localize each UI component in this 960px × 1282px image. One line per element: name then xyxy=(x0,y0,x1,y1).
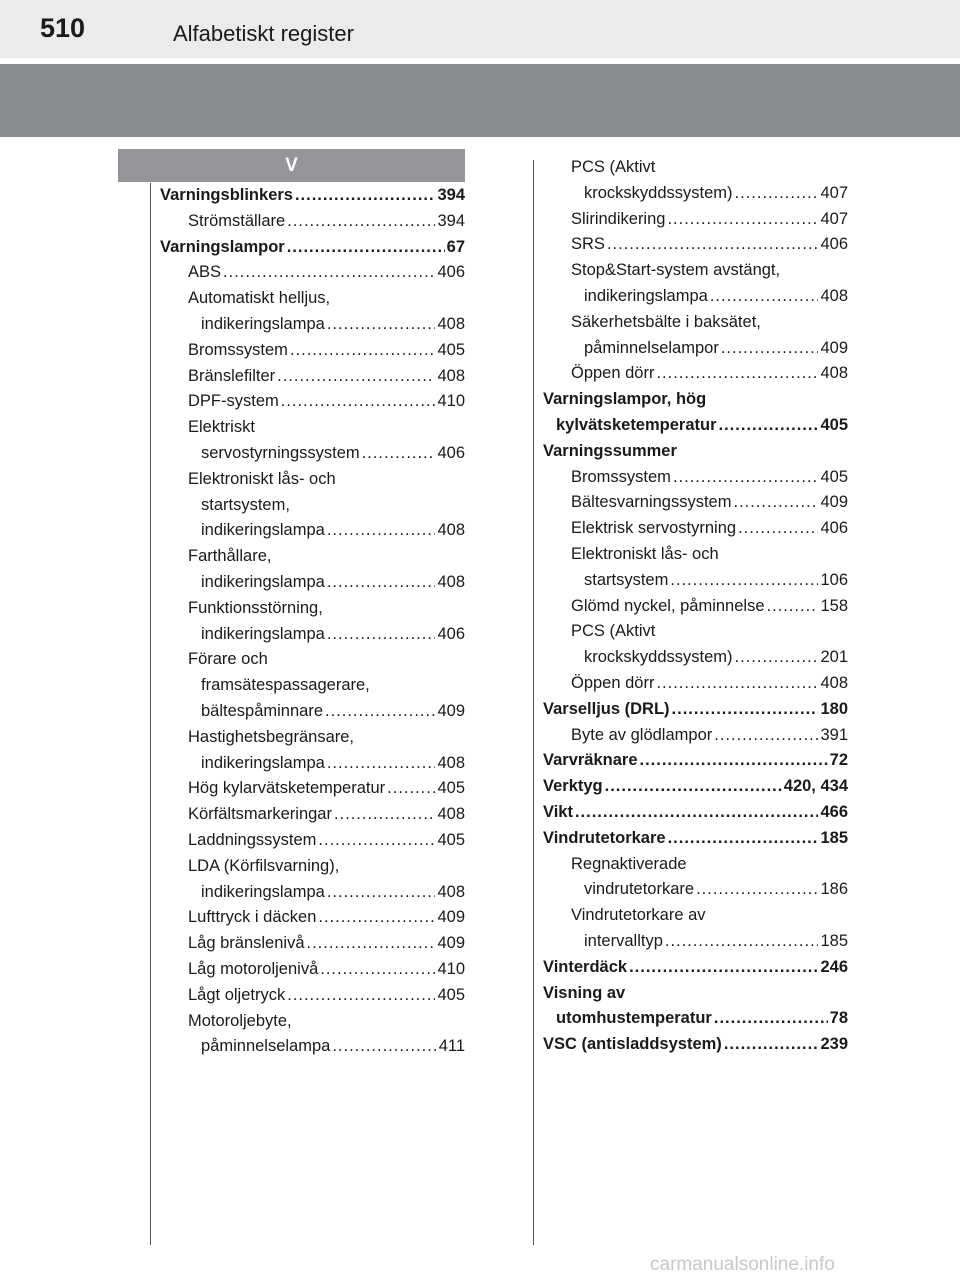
index-entry xyxy=(543,671,848,697)
index-entry xyxy=(160,647,465,724)
dot-leader xyxy=(607,232,819,258)
index-entry-page: 405 xyxy=(437,340,465,359)
index-entry xyxy=(543,439,848,465)
index-entry xyxy=(543,800,848,826)
index-entry-text: krockskyddssystem) xyxy=(584,648,733,667)
index-entry-text: Varningslampor xyxy=(160,237,285,256)
index-entry xyxy=(160,183,465,209)
index-entry-page: 405 xyxy=(820,467,848,486)
index-entry-text: Varvräknare xyxy=(543,751,638,770)
index-entry-page: 411 xyxy=(438,1037,465,1056)
index-entry-page: 406 xyxy=(437,624,465,643)
dot-leader xyxy=(605,774,782,800)
index-entry-text: Bromssystem xyxy=(188,340,288,359)
index-entry xyxy=(543,852,848,904)
dot-leader xyxy=(710,284,819,310)
index-entry xyxy=(160,776,465,802)
index-entry-text: framsätespassagerare, xyxy=(201,676,370,695)
index-entry-page: 410 xyxy=(437,392,465,411)
index-entry-page: 158 xyxy=(820,596,848,615)
index-entry-page: 405 xyxy=(437,985,465,1004)
index-entry xyxy=(160,415,465,467)
index-entry-text: Vinterdäck xyxy=(543,957,628,976)
dot-leader xyxy=(287,209,435,235)
dot-leader xyxy=(362,441,436,467)
index-entry xyxy=(160,828,465,854)
index-entry-page: 407 xyxy=(820,209,848,228)
index-entry xyxy=(543,155,848,207)
index-entry-text: Stop&Start-system avstängt, xyxy=(571,261,781,280)
index-column-left xyxy=(160,183,465,1060)
index-entry-page: 409 xyxy=(820,493,848,512)
index-entry-page: 180 xyxy=(820,699,848,718)
left-column-rule xyxy=(150,183,151,1245)
index-entry xyxy=(160,286,465,338)
dot-leader xyxy=(738,516,818,542)
index-entry-text: Bromssystem xyxy=(571,467,671,486)
page-header xyxy=(0,0,960,58)
index-entry-text: Förare och xyxy=(188,650,268,669)
index-entry xyxy=(543,361,848,387)
index-entry xyxy=(543,516,848,542)
dot-leader xyxy=(767,594,819,620)
dot-leader xyxy=(327,880,436,906)
index-entry-text: Glömd nyckel, påminnelse xyxy=(571,596,765,615)
index-entry-text: Vindrutetorkare av xyxy=(571,906,706,925)
index-entry-text: Hög kylarvätsketemperatur xyxy=(188,779,386,798)
index-entry-page: 409 xyxy=(820,338,848,357)
index-entry-page: 408 xyxy=(437,366,465,385)
dot-leader xyxy=(672,697,819,723)
dot-leader xyxy=(733,490,818,516)
index-entry-text: indikeringslampa xyxy=(201,572,325,591)
index-entry xyxy=(543,387,848,439)
dot-leader xyxy=(332,1034,436,1060)
index-entry-text: Låg bränslenivå xyxy=(188,934,305,953)
dot-leader xyxy=(281,389,436,415)
index-entry-text: Lågt oljetryck xyxy=(188,985,286,1004)
index-entry-page: 410 xyxy=(437,959,465,978)
index-entry-page: 406 xyxy=(437,443,465,462)
index-entry xyxy=(160,209,465,235)
index-entry-page: 78 xyxy=(829,1009,848,1028)
index-entry xyxy=(160,905,465,931)
index-entry-page: 408 xyxy=(820,364,848,383)
index-entry-text: Elektrisk servostyrning xyxy=(571,519,737,538)
dot-leader xyxy=(295,183,436,209)
index-entry xyxy=(543,1032,848,1058)
index-entry-page: 420, 434 xyxy=(783,777,848,796)
index-entry xyxy=(543,258,848,310)
index-entry-text: påminnelselampa xyxy=(201,1037,331,1056)
index-entry-text: Lufttryck i däcken xyxy=(188,908,317,927)
dot-leader xyxy=(719,413,819,439)
dot-leader xyxy=(575,800,819,826)
index-entry xyxy=(543,981,848,1033)
index-entry-text: krockskyddssystem) xyxy=(584,183,733,202)
dot-leader xyxy=(656,671,818,697)
index-entry-text: Funktionsstörning, xyxy=(188,598,323,617)
index-entry xyxy=(160,725,465,777)
index-entry-page: 407 xyxy=(820,183,848,202)
index-entry xyxy=(543,207,848,233)
index-entry-text: indikeringslampa xyxy=(201,314,325,333)
dot-leader xyxy=(670,568,818,594)
index-entry-page: 406 xyxy=(820,519,848,538)
index-entry xyxy=(160,854,465,906)
index-entry xyxy=(160,235,465,261)
index-entry-text: indikeringslampa xyxy=(201,882,325,901)
index-entry-page: 405 xyxy=(820,415,848,434)
index-entry xyxy=(160,596,465,648)
index-entry-text: Elektriskt xyxy=(188,418,255,437)
index-entry-page: 246 xyxy=(820,957,848,976)
index-entry-page: 67 xyxy=(446,237,465,256)
index-entry-page: 239 xyxy=(820,1035,848,1054)
index-entry-text: utomhustemperatur xyxy=(556,1009,712,1028)
index-entry xyxy=(543,903,848,955)
index-entry xyxy=(543,594,848,620)
index-entry-text: LDA (Körfilsvarning), xyxy=(188,856,340,875)
index-entry-text: DPF-system xyxy=(188,392,279,411)
index-entry-page: 408 xyxy=(820,673,848,692)
index-entry-text: VSC (antisladdsystem) xyxy=(543,1035,722,1054)
index-entry-text: indikeringslampa xyxy=(201,624,325,643)
dot-leader xyxy=(667,207,818,233)
index-entry-page: 409 xyxy=(437,701,465,720)
index-entry xyxy=(543,232,848,258)
index-entry-page: 405 xyxy=(437,830,465,849)
dot-leader xyxy=(673,465,819,491)
index-entry-page: 409 xyxy=(437,934,465,953)
dot-leader xyxy=(735,181,819,207)
index-entry-page: 185 xyxy=(820,828,848,847)
dot-leader xyxy=(334,802,436,828)
index-entry-text: Laddningssystem xyxy=(188,830,317,849)
index-entry-text: indikeringslampa xyxy=(584,286,708,305)
index-entry xyxy=(543,619,848,671)
dot-leader xyxy=(325,699,435,725)
index-entry-page: 466 xyxy=(820,802,848,821)
index-entry-text: Öppen dörr xyxy=(571,673,655,692)
index-entry xyxy=(160,389,465,415)
right-column-rule xyxy=(533,160,534,1245)
index-entry-page: 394 xyxy=(437,211,465,230)
index-entry xyxy=(160,983,465,1009)
index-entry-page: 185 xyxy=(820,931,848,950)
index-entry-page: 408 xyxy=(437,805,465,824)
index-entry-page: 72 xyxy=(829,751,848,770)
dot-leader xyxy=(327,312,436,338)
index-entry-text: Automatiskt helljus, xyxy=(188,289,331,308)
dot-leader xyxy=(724,1032,819,1058)
index-entry-page: 394 xyxy=(437,186,465,204)
index-entry-page: 408 xyxy=(437,572,465,591)
index-entry xyxy=(160,544,465,596)
index-entry-page: 406 xyxy=(437,263,465,282)
dot-leader xyxy=(318,828,435,854)
index-entry-text: startsystem, xyxy=(201,495,290,514)
dot-leader xyxy=(668,826,819,852)
index-entry-text: Visning av xyxy=(543,983,626,1002)
index-entry-text: Bältesvarningssystem xyxy=(571,493,732,512)
dot-leader xyxy=(665,929,819,955)
index-entry-text: intervalltyp xyxy=(584,931,663,950)
index-entry-text: Varningssummer xyxy=(543,441,677,460)
index-entry-text: SRS xyxy=(571,235,605,254)
index-entry-text: Vindrutetorkare xyxy=(543,828,666,847)
index-entry xyxy=(160,957,465,983)
index-entry-page: 408 xyxy=(437,521,465,540)
index-entry-text: Elektroniskt lås- och xyxy=(571,544,719,563)
index-entry xyxy=(160,364,465,390)
index-entry-page: 201 xyxy=(820,648,848,667)
index-entry-text: bältespåminnare xyxy=(201,701,323,720)
index-entry-text: Låg motoroljenivå xyxy=(188,959,319,978)
index-entry-page: 408 xyxy=(437,882,465,901)
index-entry-page: 186 xyxy=(820,880,848,899)
index-entry xyxy=(543,310,848,362)
index-entry-text: påminnelselampor xyxy=(584,338,719,357)
dot-leader xyxy=(223,260,435,286)
index-entry-text: Bränslefilter xyxy=(188,366,276,385)
index-entry-page: 391 xyxy=(820,725,848,744)
index-entry-text: PCS (Aktivt xyxy=(571,622,656,641)
dot-leader xyxy=(629,955,818,981)
index-entry-text: Varningslampor, hög xyxy=(543,390,707,409)
watermark: carmanualsonline.info xyxy=(650,1254,835,1275)
index-entry-text: indikeringslampa xyxy=(201,521,325,540)
dot-leader xyxy=(287,235,445,261)
index-entry-text: Verktyg xyxy=(543,777,603,796)
index-entry-text: Motoroljebyte, xyxy=(188,1011,292,1030)
dot-leader xyxy=(318,905,435,931)
index-entry-text: Farthållare, xyxy=(188,547,272,566)
index-entry-text: Öppen dörr xyxy=(571,364,655,383)
dot-leader xyxy=(656,361,818,387)
index-entry-text: Körfältsmarkeringar xyxy=(188,805,332,824)
index-entry-page: 408 xyxy=(437,753,465,772)
index-entry-text: Varningsblinkers xyxy=(160,186,293,204)
index-entry xyxy=(543,490,848,516)
page-title: Alfabetiskt register xyxy=(173,21,354,46)
index-entry-text: kylvätsketemperatur xyxy=(556,415,717,434)
index-entry xyxy=(543,955,848,981)
index-entry xyxy=(160,338,465,364)
dot-leader xyxy=(714,1006,828,1032)
dot-leader xyxy=(735,645,819,671)
index-entry xyxy=(160,802,465,828)
index-entry xyxy=(543,465,848,491)
page-number: 510 xyxy=(40,13,86,43)
index-entry xyxy=(543,826,848,852)
dot-leader xyxy=(327,570,436,596)
header-banner xyxy=(0,64,960,137)
index-entry-text: Vikt xyxy=(543,802,573,821)
index-entry-text: ABS xyxy=(188,263,222,282)
index-entry-text: servostyrningssystem xyxy=(201,443,360,462)
index-entry-text: Hastighetsbegränsare, xyxy=(188,727,355,746)
dot-leader xyxy=(307,931,436,957)
index-entry-page: 106 xyxy=(820,570,848,589)
index-entry xyxy=(543,774,848,800)
index-entry xyxy=(160,931,465,957)
index-entry-text: Säkerhetsbälte i baksätet, xyxy=(571,312,761,331)
index-entry-text: vindrutetorkare xyxy=(584,880,695,899)
dot-leader xyxy=(287,983,435,1009)
index-entry xyxy=(543,542,848,594)
index-entry-text: Regnaktiverade xyxy=(571,854,687,873)
index-entry-page: 405 xyxy=(437,779,465,798)
dot-leader xyxy=(640,748,828,774)
index-entry-page: 408 xyxy=(437,314,465,333)
index-entry xyxy=(160,467,465,544)
index-entry-text: indikeringslampa xyxy=(201,753,325,772)
index-entry xyxy=(543,748,848,774)
index-entry xyxy=(160,260,465,286)
index-entry xyxy=(543,697,848,723)
dot-leader xyxy=(714,723,818,749)
index-entry-page: 408 xyxy=(820,286,848,305)
index-entry-text: Slirindikering xyxy=(571,209,666,228)
index-entry-text: Byte av glödlampor xyxy=(571,725,713,744)
index-entry xyxy=(543,723,848,749)
index-entry-text: Varselljus (DRL) xyxy=(543,699,670,718)
index-entry-page: 409 xyxy=(437,908,465,927)
dot-leader xyxy=(290,338,436,364)
dot-leader xyxy=(387,776,435,802)
dot-leader xyxy=(320,957,435,983)
index-column-right xyxy=(543,155,848,1058)
index-entry-text: Strömställare xyxy=(188,211,286,230)
index-entry xyxy=(160,1009,465,1061)
dot-leader xyxy=(277,364,435,390)
index-entry-page: 406 xyxy=(820,235,848,254)
dot-leader xyxy=(327,751,436,777)
section-letter: V xyxy=(118,149,465,182)
index-entry-text: PCS (Aktivt xyxy=(571,158,656,176)
dot-leader xyxy=(327,518,436,544)
dot-leader xyxy=(327,622,436,648)
dot-leader xyxy=(721,336,819,362)
index-entry-text: startsystem xyxy=(584,570,669,589)
index-entry-text: Elektroniskt lås- och xyxy=(188,469,336,488)
dot-leader xyxy=(696,877,818,903)
